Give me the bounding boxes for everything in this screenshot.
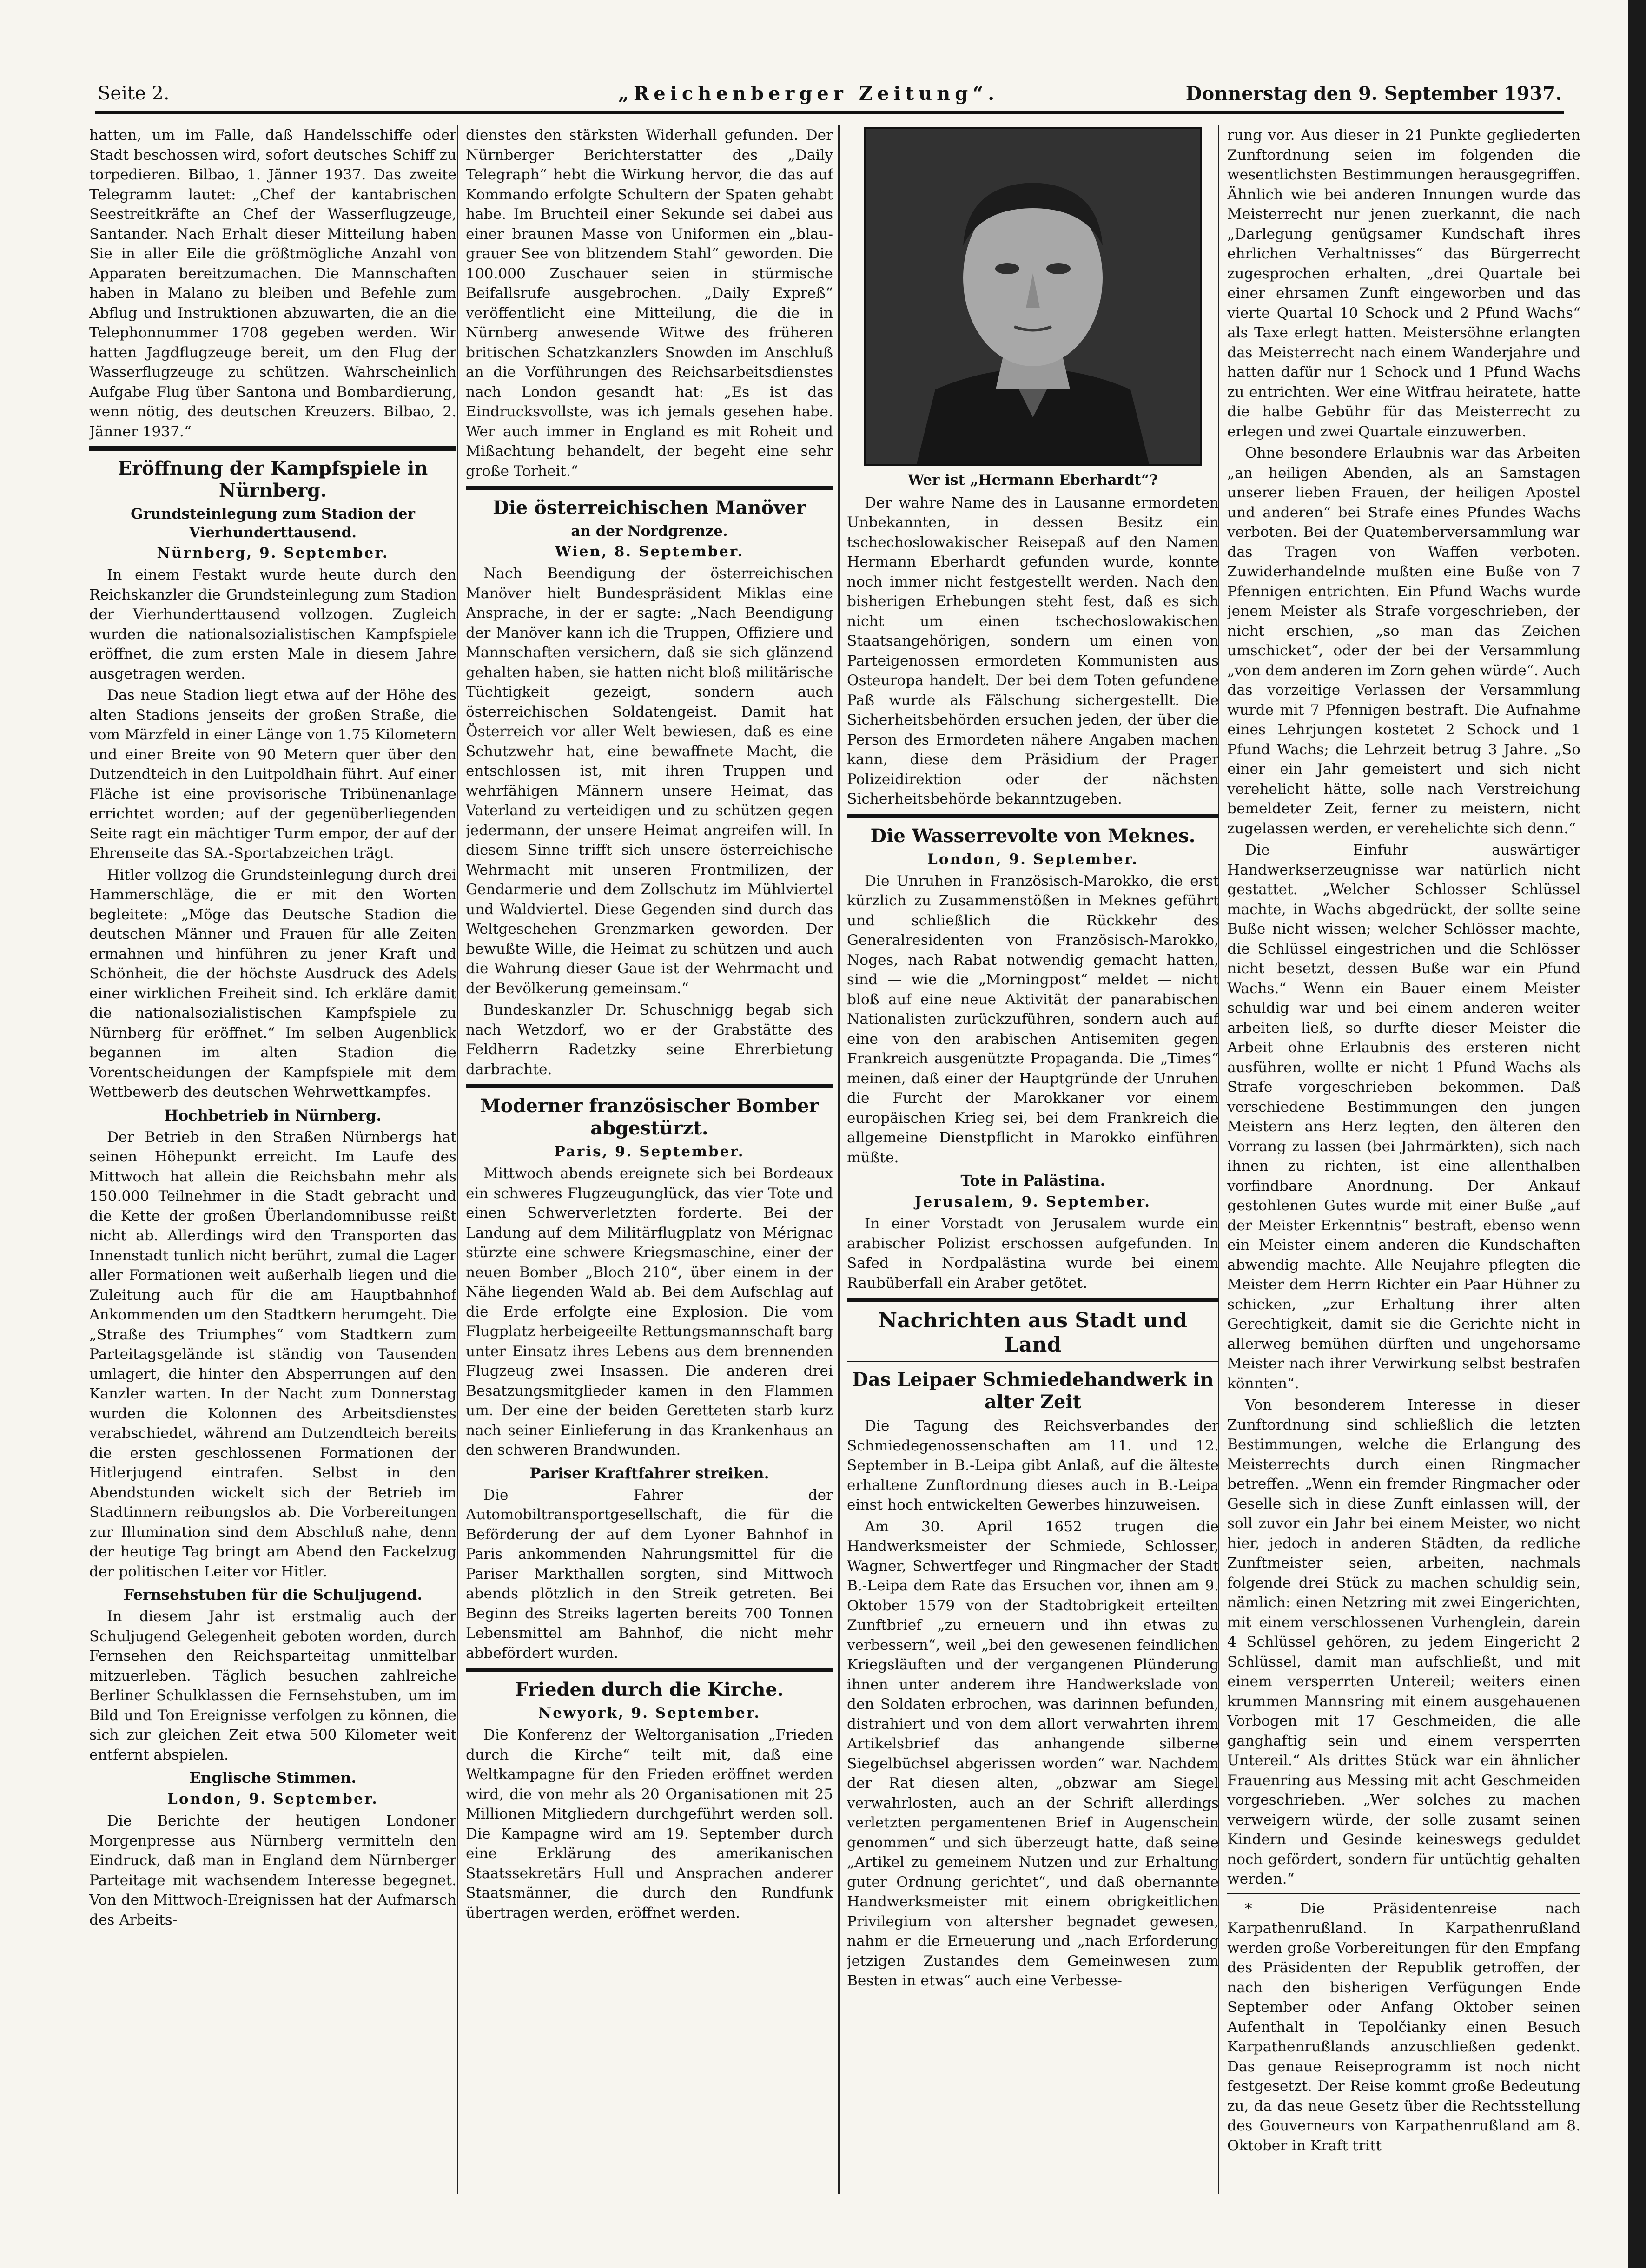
article-headline: Eröffnung der Kampfspiele in Nürnberg. [118,457,428,501]
article-headline: Die österreichischen Manöver [493,497,806,519]
article-text: Ohne besondere Erlaubnis war das Arbeiten „an heiligen Abenden, als an Samstagen unserer lieben Frauen, der heiligen Apostel und anderen“ bei Strafe eines Pfundes Wachs verboten. Bei der Quatemberversammlung war das Tragen von Waffen verboten. Zuwiderhandelnde mußten eine Buße von 7 Pfennigen entrichten. Ein Pfund Wachs wurde jenem Meister als Strafe vorgeschrieben, der nicht erschien, „so man das Zeichen umschicket“, oder der bei der Versammlung „von dem anderen im Zorn gehen würde“. Auch das vorzeitige Verlassen der Versammlung wurde mit 7 Pfennigen bestraft. Die Aufnahme eines Lehrjungen kostetet 2 Schock und 1 Pfund Wachs; die Lehrzeit betrug 3 Jahre. „So einer ein Jahr gemeistert und sich nicht verehelicht hätte, solle nach Verstreichung bemeldeter Zeit, ferner zu meistern, nicht zugelassen werden, er verehelichte sich denn.“ [1227,445,1580,837]
issue-date: Donnerstag den 9. September 1937. [1185,83,1562,105]
article-text: Von besonderem Interesse in dieser Zunftordnung sind schließlich die letzten Bestimmungen, welche die Erlangung des Meisterrechts durch einen Ringmacher betreffen. „Wenn ein fremder Ringmacher oder Geselle sich in diese Zunft einlassen will, der soll zuvor ein Jahr bei einem Meister, wo nicht hier, jedoch in anderen Städten, da redliche Zunftmeister seien, arbeiten, nachmals folgende drei Stück zu machen schuldig sein, nämlich: einen Netzring mit zwei Eingerichten, mit einem verschlossenen Vurhenglein, darein 4 Schlüssel gehören, zu jedem Eingericht 2 Schlüssel, damit man aufschließt, und mit einem versperrten Untereil; weiters einen krummen Mannsring mit einem ausgehauenen Vorbogen mit 17 Geschmeiden, die alle ganghaftig sein und einem versperrten Untereil.“ Als drittes Stück war ein ähnlicher Frauenring aus Messing mit acht Geschmeiden vorgeschrieben. „Wer solches zu machen verweigern würde, der solle zusamt seinen Kindern und Gesinde keineswegs geduldet noch gefördert, sondern für untüchtig gehalten werden.“ [1227,1397,1580,1887]
section-separator [847,1298,1219,1302]
article-text: Die Fahrer der Automobiltransportgesellschaft, die für die Beförderung der auf dem Lyoner Bahnhof in Paris ankommenden Nahrungsmittel für die Pariser Markthallen sorgten, sind Mittwoch abends plötzlich in den Streik getreten. Bei Beginn des Streiks lagerten bereits 700 Tonnen Lebensmittel am Bahnhof, die nicht mehr abbefördert wurden. [466,1486,833,1661]
article-subheadline: Grundsteinlegung zum Stadion der Vierhunderttausend. [131,506,415,541]
article-separator [466,486,833,490]
portrait-photo-art [866,129,1200,464]
article-text: Nach Beendigung der österreichischen Manöver hielt Bundespräsident Miklas eine Ansprache, in der er sagte: „Nach Beendigung der Manöver kann ich die Truppen, Offiziere und Mannschaften versichern, daß sie sich glänzend gehalten haben, sie hatten nicht bloß militärische Tüchtigkeit gezeigt, sondern auch österreichischen Soldatengeist. Damit hat Österreich vor aller Welt bewiesen, daß es eine Schutzwehr hat, eine bewaffnete Macht, die entschlossen ist, mit ihren Truppen und wehrfähigen Männern unsere Heimat, das Vaterland zu verteidigen und zu schützen gegen jedermann, der unsere Heimat angreifen will. In diesem Sinne trifft sich unsere österreichische Wehrmacht mit unseren Frontmilizen, der Gendarmerie und dem Zollschutz im Mühlviertel und Waldviertel. Diese Gegenden sind durch das Weltgeschehen Grenzmarken geworden. Der bewußte Wille, die Heimat zu schützen und auch die Wahrung dieser Gaue ist der Wehrmacht und der Bevölkerung gemeinsam.“ [466,565,833,997]
header-rule [95,111,1564,114]
page-number: Seite 2. [98,83,170,104]
article-text: * Die Präsidentenreise nach Karpathenrußland. In Karpathenrußland werden große Vorbereitungen für den Empfang des Präsidenten der Republik getroffen, der nach den bisherigen Verfügungen Ende September oder Anfang Oktober seinen Aufenthalt in Tepolčianky einen Besuch Karpathenrußlands anzuschließen gedenkt. Das genaue Reiseprogramm ist noch nicht festgesetzt. Der Reise kommt große Bedeutung zu, da das neue Gesetz über die Rechtsstellung des Gouverneurs von Karpathenrußland am 8. Oktober in Kraft tritt [1227,1900,1580,2154]
dateline: Wien, 8. September. [555,543,744,560]
dateline: Paris, 9. September. [554,1143,745,1160]
portrait-photo [864,127,1202,466]
article-headline: Moderner französischer Bomber abgestürzt. [480,1095,819,1139]
article-text: hatten, um im Falle, daß Handelsschiffe oder Stadt beschossen wird, sofort deutsches Schiff zu torpedieren. Bilbao, 1. Jänner 1937. Das zweite Telegramm lautet: „Chef der kantabrischen Seestreitkräfte an Chef der Wasserflugzeuge, Santander. Nach Erhalt dieser Mitteilung haben Sie in aller Eile die größtmögliche Anzahl von Apparaten bereitzumachen. Die Mannschaften haben in Malano zu bleiben und Befehle zum Abflug und Instruktionen abzuwarten, die an die Telephonnummer 1708 gegeben werden. Wir hatten Jagdflugzeuge bereit, um den Flug der Wasserflugzeuge zu schützen. Wahrscheinlich Aufgabe Flug über Santona und Bombardierung, wenn nötig, des deutschen Kreuzers. Bilbao, 2. Jänner 1937.“ [89,127,456,440]
article-headline: Die Wasserrevolte von Meknes. [870,824,1196,847]
article-text: Hitler vollzog die Grundsteinlegung durch drei Hammerschläge, die er mit den Worten begleitete: „Möge das Deutsche Stadion die deutschen Männer und Frauen für alle Zeiten ermahnen und hinführen zu jener Kraft und Schönheit, die der höchste Ausdruck des Adels einer wirklichen Freiheit sind. Ich erkläre damit die nationalsozialistischen Kampfspiele zu Nürnberg für eröffnet.“ Im selben Augenblick begannen im alten Stadion die Vorentscheidungen der Kampfspiele mit dem Wettbewerb des deutschen Wehrwettkampfes. [89,866,456,1101]
article-text: Bundeskanzler Dr. Schuschnigg begab sich nach Wetzdorf, wo er der Grabstätte des Feldherrn Radetzky seine Ehrerbietung darbrachte. [466,1002,833,1078]
column-4 [1227,125,1580,2203]
article-text: Der wahre Name des in Lausanne ermordeten Unbekannten, in dessen Besitz ein tschechoslowakischer Reisepaß auf den Namen Hermann Eberhardt gefunden wurde, konnte noch immer nicht festgestellt werden. Nach den bisherigen Erhebungen steht fest, daß es sich nicht um einen tschechoslowakischen Staatsangehörigen, sondern um einen von Parteigenossen ermordeten Kommunisten aus Osteuropa handelt. Der bei dem Toten gefundene Paß wurde als Fälschung sichergestellt. Die Sicherheitsbehörden ersuchen jeden, der über die Person des Ermordeten nähere Angaben machen kann, diese dem Präsidium der Prager Polizeidirektion oder der nächsten Sicherheitsbehörde bekanntzugeben. [847,494,1219,807]
article-text: Die Einfuhr auswärtiger Handwerkserzeugnisse war natürlich nicht gestattet. „Welcher Schlosser Schlüssel machte, in Wachs abgedrückt, der sollte seine Buße nicht wissen; welcher Schlösser machte, die Schlüssel eingestrichen und die Schlösser nicht besetzt, dessen Buße war ein Pfund Wachs.“ Wenn ein Bauer einem Meister schuldig war und bei einem anderen weiter arbeiten ließ, so durfte dieser Meister die Arbeit ohne Erlaubnis des ersteren nicht ausführen, wollte er nicht 1 Pfund Wachs als Strafe vorgeschrieben bekommen. Daß verschiedene Bestimmungen den jungen Meistern ans Herz legten, den älteren den Vorrang zu lassen (bei Jahrmärkten), sich nach ihnen zu richten, ist eine allenthalben vorfindbare Anordnung. Der Ankauf gestohlenen Gutes wurde mit einer Buße „auf der Meister Erkenntnis“ bestraft, ebenso wenn ein Meister einem anderen die Kundschaften abwendig machte. Alle Neujahre pflegten die Meister dem Herrn Richter ein Paar Hühner zu schicken, „zur Erhaltung ihrer alten Gerechtigkeit, damit sie die Gerichte nicht in allerweg bemühen dürften und ungehorsame Meister nach ihrer Verwirkung selbst bestrafen könnten“. [1227,842,1580,1392]
article-subheadline: an der Nordgrenze. [571,523,728,540]
newspaper-title: „Reichenberger Zeitung“. [618,83,999,105]
article-lead: Die Tagung des Reichsverbandes der Schmiedegenossenschaften am 11. und 12. September in B.-Leipa gibt Anlaß, auf die älteste erhaltene Zunftordnung dieses auch in B.-Leipa einst hoch entwickelten Gewerbes hinzuweisen. [847,1418,1219,1513]
article-text: Die Konferenz der Weltorganisation „Frieden durch die Kirche“ teilt mit, daß eine Weltkampagne für den Frieden eröffnet werden wird, die von mehr als 20 Organisationen mit 25 Millionen Mitgliedern durchgeführt werden soll. Die Kampagne wird am 19. September durch eine Erklärung des amerikanischen Staatssekretärs Hull und Ansprachen anderer Staatsmänner, die durch den Rundfunk übertragen werden, eröffnet werden. [466,1727,833,1921]
dateline: London, 9. September. [927,850,1138,868]
article-headline: Das Leipaer Schmiedehandwerk in alter Zeit [852,1369,1214,1413]
article-text: In diesem Jahr ist erstmalig auch der Schuljugend Gelegenheit geboten worden, durch Fernsehen den Reichsparteitag unmittelbar mitzuerleben. Täglich besuchen zahlreiche Berliner Schulklassen die Fernsehstuben, um im Bild und Ton Ereignisse verfolgen zu können, die sich zur gleichen Zeit etwa 500 Kilometer weit entfernt abspielen. [89,1608,456,1763]
article-separator [1227,1893,1580,1894]
article-text: Das neue Stadion liegt etwa auf der Höhe des alten Stadions jenseits der großen Straße, die vom Märzfeld in einer Länge von 1.75 Kilometern und einer Breite von 90 Metern quer über den Dutzendteich in den Luitpoldhain führt. Auf einer Fläche ist eine provisorische Tribünenanlage errichtet worden; auf der gegenüberliegenden Seite ragt ein mächtiger Turm empor, der auf der Ehrenseite das SA.-Sportabzeichen trägt. [89,687,456,862]
column-3 [847,125,1219,2203]
article-text: Mittwoch abends ereignete sich bei Bordeaux ein schweres Flugzeugunglück, das vier Tote und einen Schwerverletzten forderte. Bei der Landung auf dem Militärflugplatz von Mérignac stürzte eine schwere Kriegsmaschine, einer der neuen Bomber „Bloch 210“, über einem in der Nähe liegenden Wald ab. Bei dem Aufschlag auf die Erde erfolgte eine Explosion. Die vom Flugplatz herbeigeeilte Rettungsmannschaft barg unter Einsatz ihres Lebens aus dem brennenden Flugzeug zwei Insassen. Die anderen drei Besatzungsmitglieder kamen in den Flammen um. Der eine der beiden Geretteten starb kurz nach seiner Einlieferung in das Krankenhaus an den schweren Brandwunden. [466,1165,833,1458]
article-headline: Fernsehstuben für die Schuljugend. [123,1586,423,1603]
dateline: London, 9. September. [167,1791,378,1807]
photo-caption: Wer ist „Hermann Eberhardt“? [908,472,1158,488]
article-separator [466,1084,833,1088]
article-headline: Tote in Palästina. [960,1172,1105,1189]
article-headline: Englische Stimmen. [189,1769,357,1787]
section-rule [847,1361,1219,1362]
dateline: Nürnberg, 9. September. [157,545,389,561]
article-text: Am 30. April 1652 trugen die Handwerksmeister der Schmiede, Schlosser, Wagner, Schwertfeger und Ringmacher der Stadt B.-Leipa dem Rate das Ersuchen vor, ihnen am 9. Oktober 1579 von der Stadtobrigkeit erteilten Zunftbrief „zu erneuern und ihn etwas zu verbessern“, weil „bei den gewesenen feindlichen Kriegsläuften und der vergangenen Plünderung ihnen unter anderem ihre Handwerkslade von den Soldaten erbrochen, was darinnen befunden, distrahiert und von dem allort verwahrten ihrem Artikelsbrief das anhangende silberne Siegelbüchsel abgerissen worden“ war. Nachdem der Rat diesen alten, „obzwar am Siegel verwahrlosten, auch an der Schrift allerdings verletzten pergamentenen Brief in Augenschein genommen“ und sich überzeugt hatte, daß seine „Artikel zu gemeinem Nutzen und zur Erhaltung guter Ordnung gerichtet“, und daß obernannte Handwerksmeister mit einem obrigkeitlichen Privilegium von altersher begnadet gewesen, nahm er die Erneuerung und „nach Erforderung jetzigen Zustandes dem Gemeinwesen zum Besten in etwas“ auch eine Verbesse- [847,1518,1219,1989]
page-header [98,83,1562,111]
scan-border [1628,0,1646,2268]
article-headline: Hochbetrieb in Nürnberg. [164,1106,382,1124]
column-rule [838,125,840,2194]
section-headline: Nachrichten aus Stadt und Land [878,1309,1188,1357]
article-text: dienstes den stärksten Widerhall gefunden. Der Nürnberger Berichterstatter des „Daily Telegraph“ hebt die Wirkung hervor, die das auf Kommando erfolgte Schultern der Spaten gehabt habe. Im Bruchteil einer Sekunde sei dabei aus einer braunen Masse von Uniformen ein „blau-grauer See von blitzendem Stahl“ geworden. Die 100.000 Zuschauer seien in stürmische Beifallsrufe ausgebrochen. „Daily Expreß“ veröffentlicht eine Mitteilung, die die in Nürnberg anwesende Witwe des früheren britischen Schatzkanzlers Snowden im Anschluß an die Vorführungen des Reichsarbeitsdienstes nach London gesandt hat: „Es ist das Eindrucksvollste, was ich jemals gesehen habe. Wer auch immer in England es mit Roheit und Mißachtung behandelt, der begeht eine sehr große Torheit.“ [466,127,833,480]
article-headline: Pariser Kraftfahrer streiken. [529,1464,769,1482]
column-rule [457,125,458,2194]
article-separator [89,446,456,451]
column-1 [89,125,456,2203]
dateline: Newyork, 9. September. [538,1705,761,1721]
article-headline: Frieden durch die Kirche. [515,1679,784,1701]
article-text: Die Unruhen in Französisch-Marokko, die erst kürzlich zu Zusammenstößen in Meknes geführt und schließlich die Rückkehr des Generalresidenten von Französisch-Marokko, Noges, nach Rabat notwendig gemacht hatten, sind — wie die „Morningpost“ meldet — nicht bloß auf eine neue Aktivität der panarabischen Nationalisten zurückzuführen, sondern auch auf eine von den arabischen Antisemiten gegen Frankreich ausgenützte Propaganda. Die „Times“ meinen, daß einer der Hauptgründe der Unruhen die Furcht der Marokkaner vor einem europäischen Krieg sei, bei dem Frankreich die allgemeine Dienstpflicht in Marokko einführen müßte. [847,872,1219,1166]
article-text: Die Berichte der heutigen Londoner Morgenpresse aus Nürnberg vermitteln den Eindruck, daß man in England dem Nürnberger Parteitage mit wachsendem Interesse begegnet. Von den Mittwoch-Ereignissen hat der Aufmarsch des Arbeits- [89,1813,456,1928]
dateline: Jerusalem, 9. September. [914,1193,1151,1210]
article-text: Der Betrieb in den Straßen Nürnbergs hat seinen Höhepunkt erreicht. Im Laufe des Mittwoch hat allein die Reichsbahn mehr als 150.000 Teilnehmer in die Stadt gebracht und die Kette der großen Überlandomnibusse reißt nicht ab. Allerdings wird den Transporten das Innenstadt tunlich nicht berührt, zumal die Lager aller Formationen weit außerhalb liegen und die Zuleitung auch für die am Hauptbahnhof Ankommenden um den Stadtkern herumgeht. Die „Straße des Triumphes“ vom Stadtkern zum Parteitagsgelände ist ständig von Tausenden umlagert, die hinter den Absperrungen auf den Kanzler warten. In der Nacht zum Donnerstag wurden die Kolonnen des Arbeitsdienstes verabschiedet, während am Dutzendteich bereits die ersten geschlossenen Formationen der Hitlerjugend eintrafen. Selbst in den Abendstunden wickelt sich der Betrieb im Stadtinnern reibungslos ab. Die Vorbereitungen zur Illumination sind dem Abschluß nahe, denn der heutige Tag bringt am Abend den Fackelzug der politischen Leiter vor Hitler. [89,1128,456,1580]
article-text: In einem Festakt wurde heute durch den Reichskanzler die Grundsteinlegung zum Stadion der Vierhunderttausend vollzogen. Zugleich wurden die nationalsozialistischen Kampfspiele eröffnet, die zum ersten Male in diesem Jahre ausgetragen werden. [89,567,456,682]
column-2 [466,125,833,2203]
article-separator [847,814,1219,818]
article-separator [466,1668,833,1672]
article-text: rung vor. Aus dieser in 21 Punkte gegliederten Zunftordnung seien im folgenden die wesentlichsten Bestimmungen herausgegriffen. Ähnlich wie bei anderen Innungen wurde das Meisterrecht nur jenen zuerkannt, die nach „Darlegung genügsamer Kundschaft ihres ehrlichen Verhaltnisses“ das Bürgerrecht zugesprochen erhalten, „drei Quartale bei einer ehrsamen Zunft eingeworben und das vierte Quartal 10 Schock und 2 Pfund Wachs“ als Taxe erlegt hatten. Meistersöhne erlangten das Meisterrecht nach einem Wanderjahre und hatten dafür nur 1 Schock und 1 Pfund Wachs zu entrichten. Wer eine Witfrau heiratete, hatte die halbe Gebühr für das Meisterrecht zu erlegen und zwei Quartale einzuwerben. [1227,127,1580,440]
article-text: In einer Vorstadt von Jerusalem wurde ein arabischer Polizist erschossen aufgefunden. In Safed in Nordpalästina wurde bei einem Raubüberfall ein Araber getötet. [847,1215,1219,1292]
